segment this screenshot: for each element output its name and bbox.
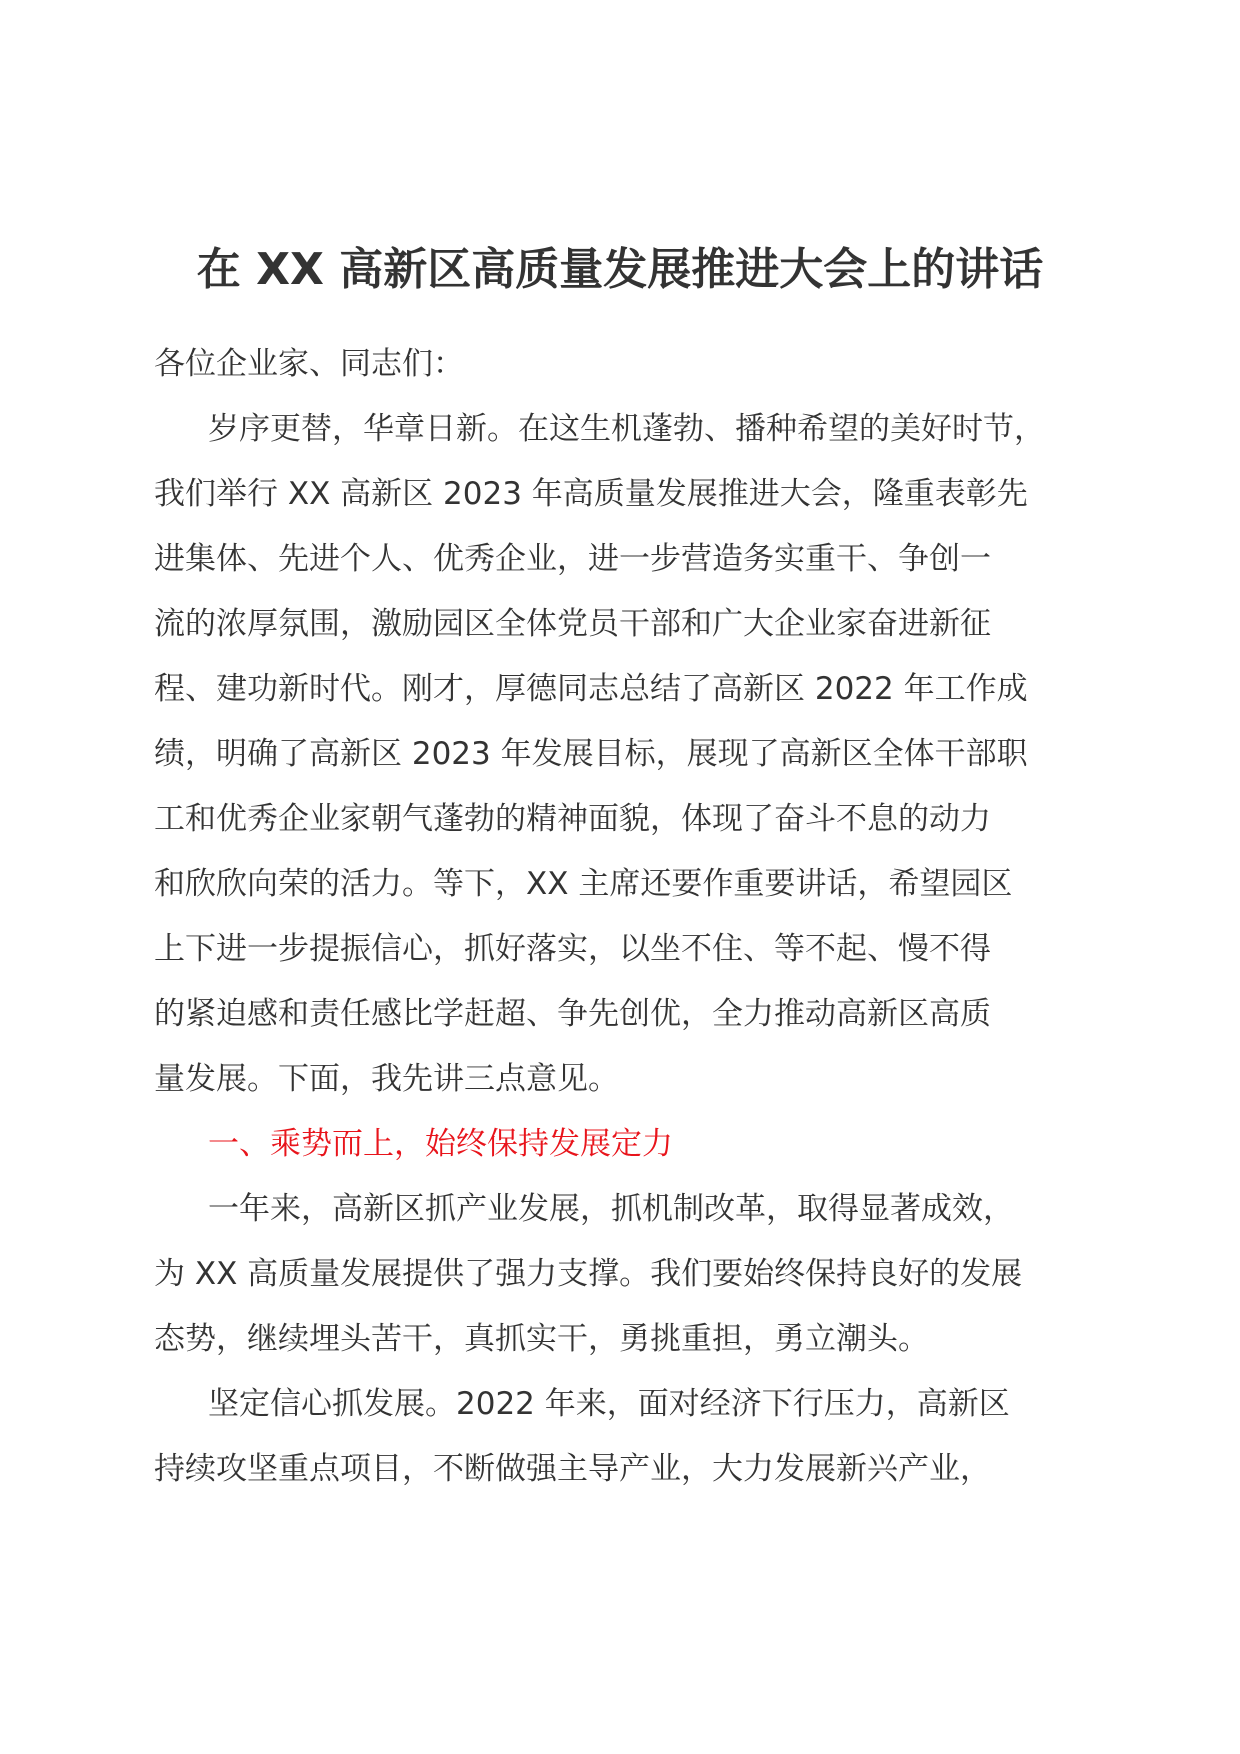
paragraph-line: 为 XX 高质量发展提供了强力支撑。我们要始终保持良好的发展 xyxy=(154,1256,1023,1292)
section-heading: 一、乘势而上，始终保持发展定力 xyxy=(208,1126,673,1162)
paragraph-line: 上下进一步提振信心，抓好落实，以坐不住、等不起、慢不得 xyxy=(154,931,991,967)
paragraph-line: 量发展。下面，我先讲三点意见。 xyxy=(154,1061,619,1097)
paragraph-line: 流的浓厚氛围，激励园区全体党员干部和广大企业家奋进新征 xyxy=(154,606,991,642)
paragraph-line: 我们举行 XX 高新区 2023 年高质量发展推进大会，隆重表彰先 xyxy=(154,476,1028,512)
paragraph-line: 一年来，高新区抓产业发展，抓机制改革，取得显著成效， xyxy=(208,1191,1014,1227)
document-title: 在 XX 高新区高质量发展推进大会上的讲话 xyxy=(196,244,1044,295)
paragraph-line: 态势，继续埋头苦干，真抓实干，勇挑重担，勇立潮头。 xyxy=(154,1321,929,1357)
paragraph-line: 坚定信心抓发展。2022 年来，面对经济下行压力，高新区 xyxy=(208,1386,1010,1422)
document-body xyxy=(154,332,1094,1502)
salutation: 各位企业家、同志们： xyxy=(154,346,464,382)
paragraph-line: 工和优秀企业家朝气蓬勃的精神面貌，体现了奋斗不息的动力 xyxy=(154,801,991,837)
paragraph-line: 和欣欣向荣的活力。等下，XX 主席还要作重要讲话，希望园区 xyxy=(154,866,1013,902)
paragraph-line: 的紧迫感和责任感比学赶超、争先创优，全力推动高新区高质 xyxy=(154,996,991,1032)
paragraph-line: 进集体、先进个人、优秀企业，进一步营造务实重干、争创一 xyxy=(154,541,991,577)
paragraph-line: 持续攻坚重点项目，不断做强主导产业，大力发展新兴产业， xyxy=(154,1451,991,1487)
paragraph-line: 程、建功新时代。刚才，厚德同志总结了高新区 2022 年工作成 xyxy=(154,671,1028,707)
paragraph-line: 岁序更替，华章日新。在这生机蓬勃、播种希望的美好时节， xyxy=(208,411,1045,447)
paragraph-line: 绩，明确了高新区 2023 年发展目标，展现了高新区全体干部职 xyxy=(154,736,1028,772)
